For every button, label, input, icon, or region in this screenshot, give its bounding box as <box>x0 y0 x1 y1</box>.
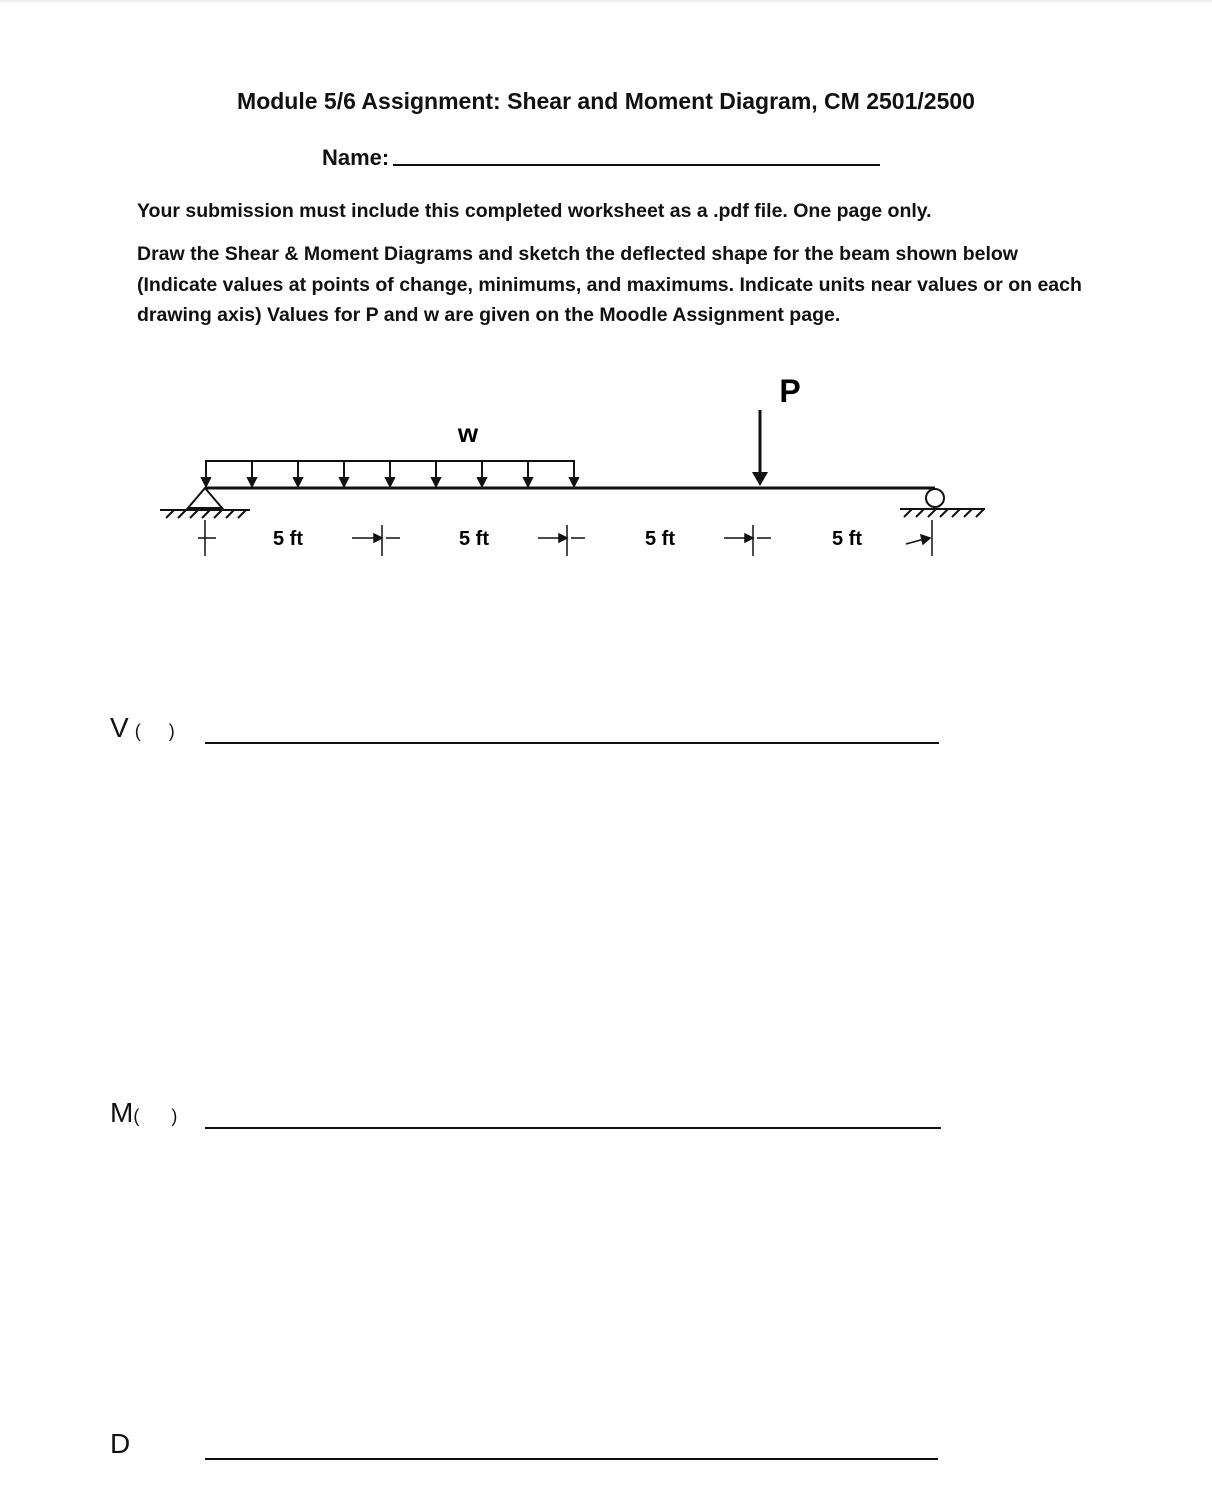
moment-unit-open: ( <box>133 1106 140 1126</box>
shear-axis-line <box>205 742 939 744</box>
name-field <box>322 145 880 171</box>
shear-unit-close: ) <box>168 721 175 741</box>
segment-label-2: 5 ft <box>459 528 489 550</box>
page-top-border <box>0 0 1212 2</box>
deflection-label: D <box>110 1428 131 1459</box>
deflection-axis-line <box>205 1458 938 1460</box>
task-instructions: Draw the Shear & Moment Diagrams and sketch the deflected shape for the beam shown below (Indicate values at points of change, minimums, and maximums. Indicate units near values or on each drawing axis) Values for P and w are given on the Moodle Assignment page. <box>137 243 1082 326</box>
segment-label-4: 5 ft <box>832 528 862 550</box>
beam-diagram <box>0 360 1212 580</box>
distributed-load-arrows <box>202 461 578 486</box>
deflection-axis-label <box>110 1428 130 1460</box>
segment-label-3: 5 ft <box>645 528 675 550</box>
submission-instructions: Your submission must include this completed worksheet as a .pdf file. One page only. <box>137 200 932 222</box>
segment-label-1: 5 ft <box>273 528 303 550</box>
moment-label: M <box>110 1097 134 1128</box>
dimension-ticks <box>198 520 932 556</box>
pin-support-icon <box>160 488 250 518</box>
distributed-load-label: w <box>457 418 479 448</box>
point-load-label: P <box>779 373 801 409</box>
shear-label: V <box>110 712 129 743</box>
roller-support-icon <box>900 489 985 517</box>
shear-unit-open: ( <box>134 721 141 741</box>
name-label: Name: <box>322 145 390 170</box>
page-title: Module 5/6 Assignment: Shear and Moment Diagram, CM 2501/2500 <box>237 88 975 114</box>
moment-axis-label <box>110 1097 177 1129</box>
name-blank-line <box>393 164 880 166</box>
point-load-arrowhead <box>752 472 768 486</box>
shear-axis-label <box>110 712 175 744</box>
moment-axis-line <box>205 1127 941 1129</box>
moment-unit-close: ) <box>171 1106 178 1126</box>
